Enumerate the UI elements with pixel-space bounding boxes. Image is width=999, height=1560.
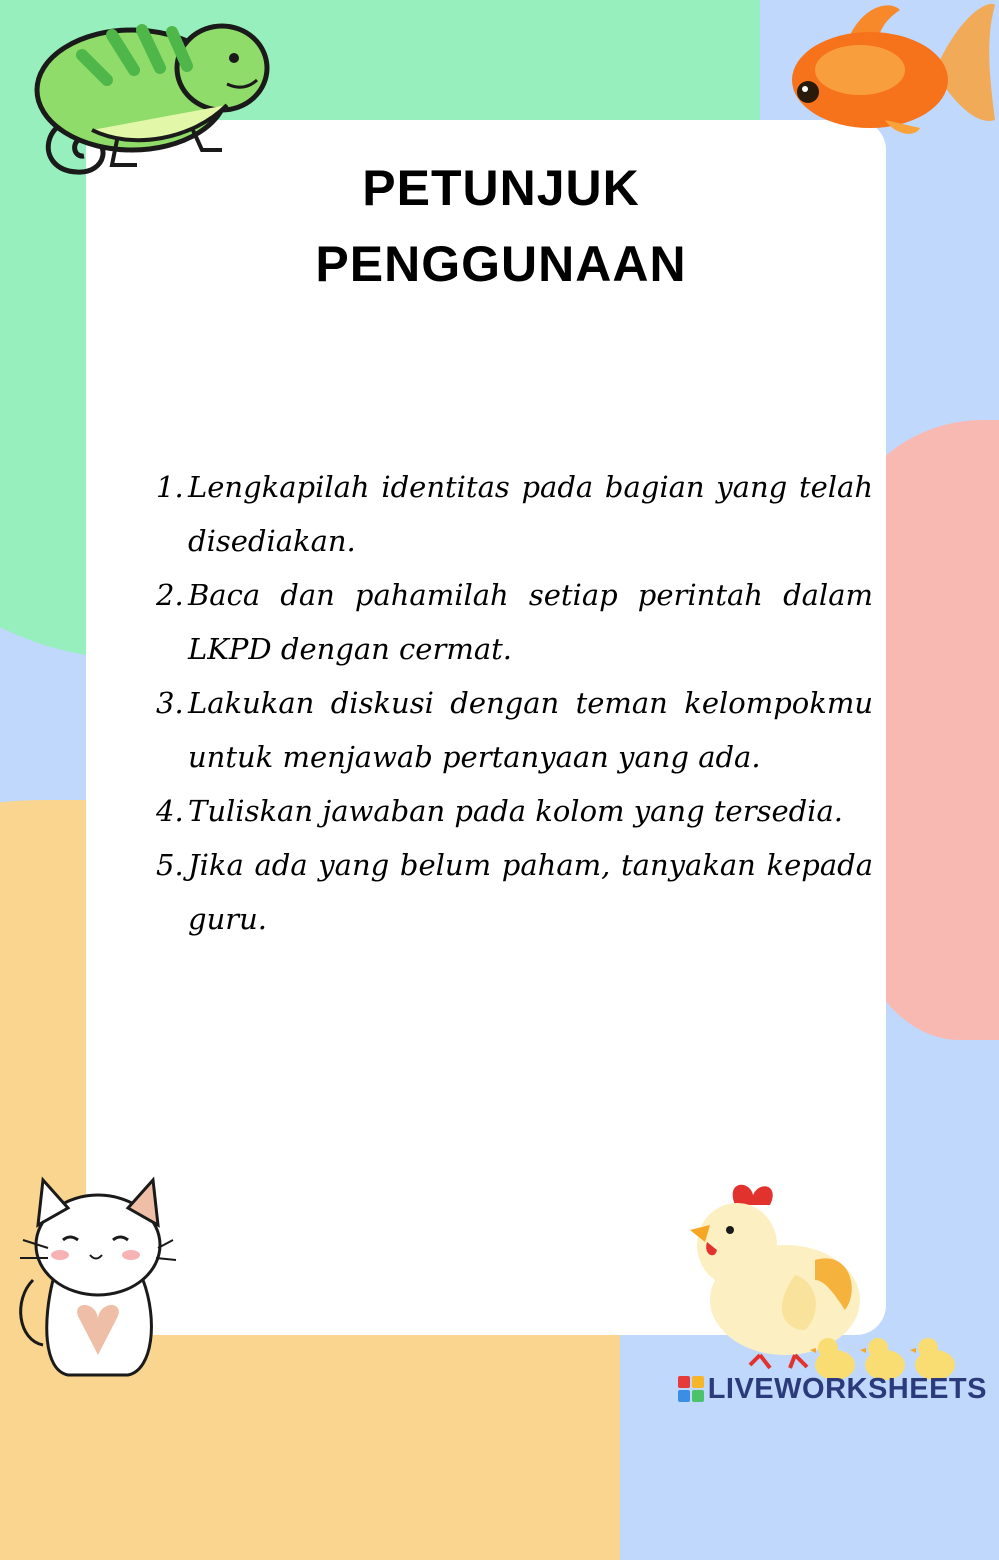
goldfish-icon [790,0,999,140]
instruction-list [156,460,873,946]
page-title: PETUNJUK PENGGUNAAN [315,160,687,292]
list-item: 5. Jika ada yang belum paham, tanyakan kepada guru. [156,848,873,936]
instruction-text: Tuliskan jawaban pada kolom yang tersedia. [188,794,843,828]
list-item: 3. Lakukan diskusi dengan teman kelompokmu untuk menjawab pertanyaan yang ada. [156,686,873,774]
instruction-text: Lakukan diskusi dengan teman kelompokmu untuk menjawab pertanyaan yang ada. [188,686,873,774]
cat-icon [8,1170,178,1385]
list-item: 4. Tuliskan jawaban pada kolom yang tersedia. [156,794,843,828]
instruction-card [86,120,886,1335]
instruction-text: Baca dan pahamilah setiap perintah dalam LKPD dengan cermat. [188,578,873,666]
instruction-text: Lengkapilah identitas pada bagian yang telah disediakan. [188,470,873,558]
liveworksheets-logo-icon [678,1376,704,1402]
liveworksheets-logo [678,1373,987,1405]
instruction-text: Jika ada yang belum paham, tanyakan kepada guru. [188,848,873,936]
watermark-text: LIVEWORKSHEETS [707,1372,987,1405]
list-item: 2. Baca dan pahamilah setiap perintah dalam LKPD dengan cermat. [156,578,873,666]
chameleon-icon [22,0,272,180]
list-item: 1. Lengkapilah identitas pada bagian yang telah disediakan. [156,470,873,558]
